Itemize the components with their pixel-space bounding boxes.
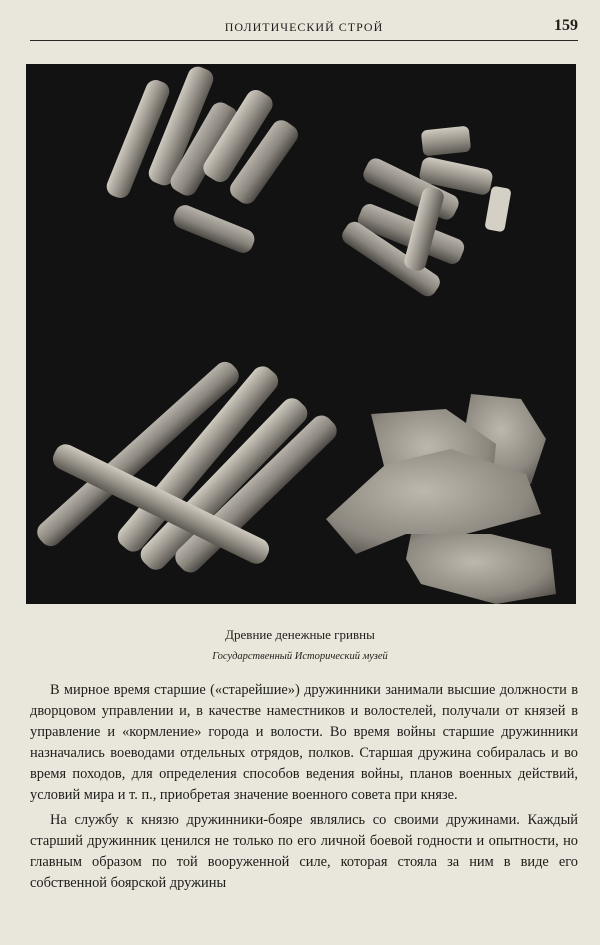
photo-illustration <box>26 64 576 604</box>
paragraph: В мирное время старшие («старейшие») дружинники занимали высшие должности в дворцовом управлении и, в качестве наместников и волостелей, получали от князей в управление и «кормление» города и волости. Во время войны старшие дружинники назначались воеводами отдельных отрядов, полков. Старшая дружина собиралась и во время походов, для определения способов ведения войны, планов военных действий, условий мира и т. п., приобретая значение военного совета при князе. <box>30 682 578 804</box>
figure-caption: Древние денежные гривны <box>225 627 375 642</box>
page-number: 159 <box>554 17 578 34</box>
running-title: ПОЛИТИЧЕСКИЙ СТРОЙ <box>224 20 384 34</box>
body-text <box>30 680 578 894</box>
paragraph: На службу к князю дружинники-бояре являлись со своими дружинами. Каждый старший дружинник ценился не только по его личной боевой годности и опытности, но главным образом по той вооруженной силе, которая стояла за ним в виде его собственной боярской дружины <box>30 811 578 891</box>
figure-source: Государственный Исторический музей <box>212 651 388 662</box>
grivna-photo <box>26 64 576 604</box>
page-header <box>30 16 578 41</box>
